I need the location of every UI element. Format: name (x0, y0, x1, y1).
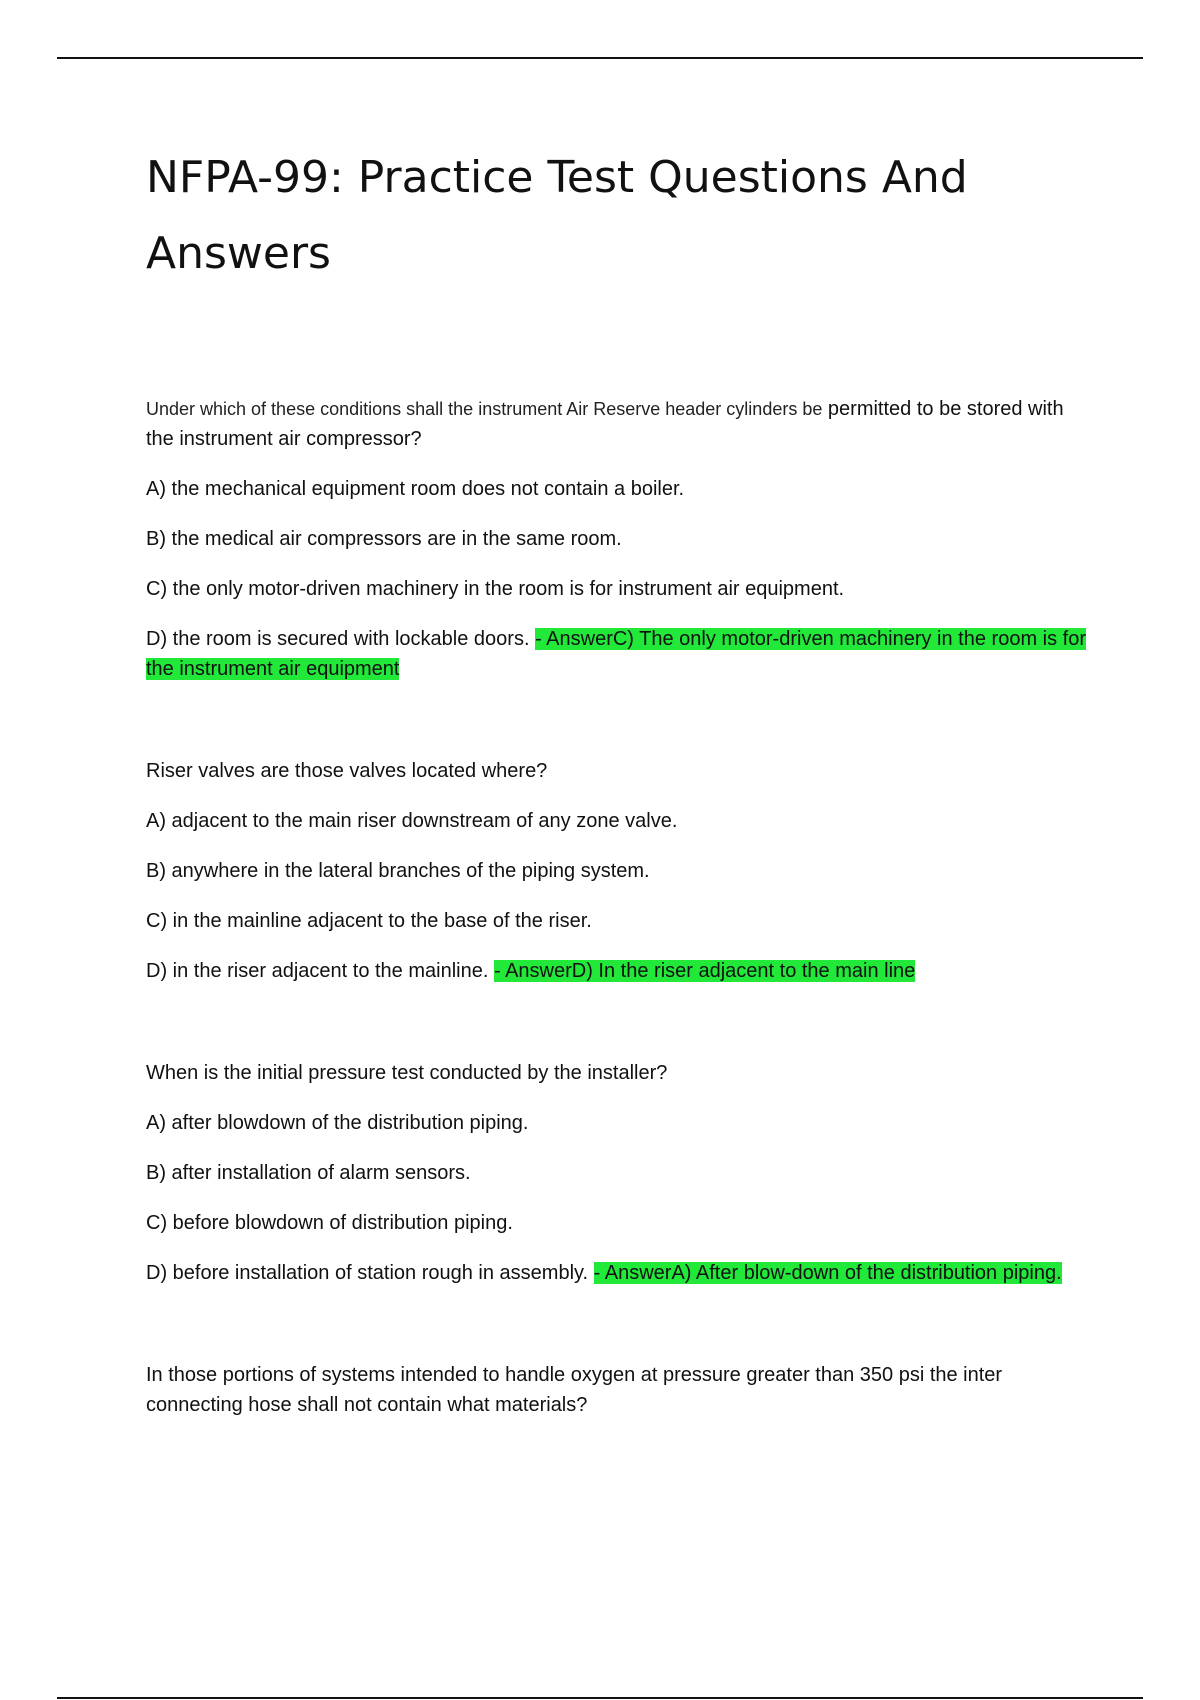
option-d (146, 956, 1086, 986)
option-d (146, 624, 1086, 684)
option-a: A) after blowdown of the distribution piping. (146, 1112, 529, 1134)
option-c: C) the only motor-driven machinery in the room is for instrument air equipment. (146, 578, 845, 600)
option-d-text: D) before installation of station rough in assembly. (146, 1262, 589, 1284)
question-text: Riser valves are those valves located where? (146, 760, 548, 782)
option-b: B) the medical air compressors are in the same room. (146, 528, 622, 550)
answer-highlight: - AnswerC) The only motor-driven machinery in the room is for the instrument air equipment (146, 628, 1086, 680)
option-b: B) after installation of alarm sensors. (146, 1162, 471, 1184)
question-block-2 (146, 756, 1086, 986)
option-b: B) anywhere in the lateral branches of the piping system. (146, 860, 650, 882)
option-d-text: D) the room is secured with lockable doors. (146, 628, 530, 650)
option-a: A) adjacent to the main riser downstream of any zone valve. (146, 810, 678, 832)
option-c: C) before blowdown of distribution piping. (146, 1212, 513, 1234)
question-text: In those portions of systems intended to handle oxygen at pressure greater than 350 psi the inter connecting hose shall not contain what materials? (146, 1364, 1003, 1416)
question-block-1 (146, 394, 1086, 684)
question-text-part1: Under which of these conditions shall the instrument Air Reserve header cylinders be (146, 399, 823, 419)
question-text (146, 394, 1086, 454)
question-text-part2: permitted to be stored with the instrument air compressor? (146, 398, 1064, 450)
answer-highlight: - AnswerD) In the riser adjacent to the main line (493, 960, 916, 982)
document-title: NFPA-99: Practice Test Questions And Answers (146, 152, 968, 279)
answer-highlight: - AnswerA) After blow-down of the distribution piping. (593, 1262, 1062, 1284)
option-d (146, 1258, 1086, 1288)
option-a: A) the mechanical equipment room does not contain a boiler. (146, 478, 685, 500)
option-d-text: D) in the riser adjacent to the mainline. (146, 960, 489, 982)
question-block-4 (146, 1360, 1086, 1420)
top-rule (57, 57, 1143, 59)
question-text: When is the initial pressure test conducted by the installer? (146, 1062, 668, 1084)
option-c: C) in the mainline adjacent to the base of the riser. (146, 910, 592, 932)
bottom-rule (57, 1697, 1143, 1699)
document-body (146, 140, 1086, 1440)
question-block-3 (146, 1058, 1086, 1288)
